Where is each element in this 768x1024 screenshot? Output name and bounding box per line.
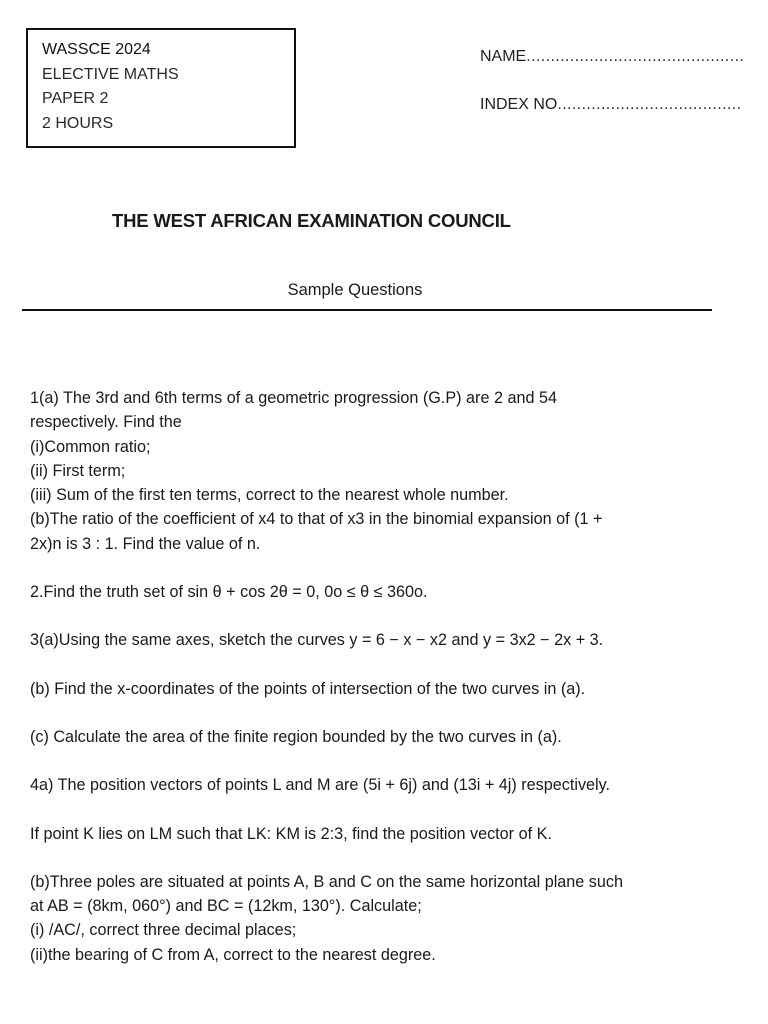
name-blank: ............................................. — [526, 48, 745, 65]
divider — [22, 309, 712, 311]
council-heading: THE WEST AFRICAN EXAMINATION COUNCIL — [112, 210, 511, 231]
question-3a: 3(a)Using the same axes, sketch the curves y = 6 − x − x2 and y = 3x2 − 2x + 3. — [30, 631, 604, 650]
duration-label: 2 HOURS — [42, 114, 114, 132]
question-line: (b)The ratio of the coefficient of x4 to that of x3 in the binomial expansion of (1 + — [30, 510, 603, 529]
page-subtitle: Sample Questions — [287, 281, 423, 299]
question-line: (iii) Sum of the first ten terms, correct to the nearest whole number. — [30, 486, 509, 505]
question-line: (i)Common ratio; — [30, 437, 151, 456]
subject-label: ELECTIVE MATHS — [42, 65, 179, 83]
question-4b — [30, 870, 680, 967]
name-label: NAME — [480, 48, 527, 65]
question-line: (ii) First term; — [30, 461, 126, 480]
name-field — [480, 48, 744, 66]
question-line: 1(a) The 3rd and 6th terms of a geometric progression (G.P) are 2 and 54 — [30, 389, 557, 407]
question-line: (i) /AC/, correct three decimal places; — [30, 921, 297, 940]
question-line: (b)Three poles are situated at points A, B and C on the same horizontal plane such — [30, 872, 623, 891]
question-1 — [30, 386, 680, 556]
question-list — [30, 386, 680, 967]
index-blank: ...................................... — [557, 96, 742, 113]
question-line: at AB = (8km, 060°) and BC = (12km, 130°). Calculate; — [30, 897, 422, 916]
question-4a: 4a) The position vectors of points L and M are (5i + 6j) and (13i + 4j) respectively. — [30, 776, 611, 795]
question-3b: (b) Find the x-coordinates of the points of intersection of the two curves in (a). — [30, 679, 586, 698]
question-2: 2.Find the truth set of sin θ + cos 2θ = 0, 0o ≤ θ ≤ 360o. — [30, 583, 428, 602]
question-line: 2x)n is 3 : 1. Find the value of n. — [30, 534, 261, 553]
index-field — [480, 96, 741, 114]
exam-title: WASSCE 2024 — [42, 41, 151, 58]
paper-label: PAPER 2 — [42, 90, 109, 107]
question-line: respectively. Find the — [30, 413, 182, 432]
question-4a-part2: If point K lies on LM such that LK: KM is 2:3, find the position vector of K. — [30, 824, 552, 843]
question-3c: (c) Calculate the area of the finite region bounded by the two curves in (a). — [30, 727, 562, 746]
question-line: (ii)the bearing of C from A, correct to the nearest degree. — [30, 945, 436, 964]
index-label: INDEX NO — [480, 96, 558, 113]
exam-info-box — [26, 28, 296, 148]
